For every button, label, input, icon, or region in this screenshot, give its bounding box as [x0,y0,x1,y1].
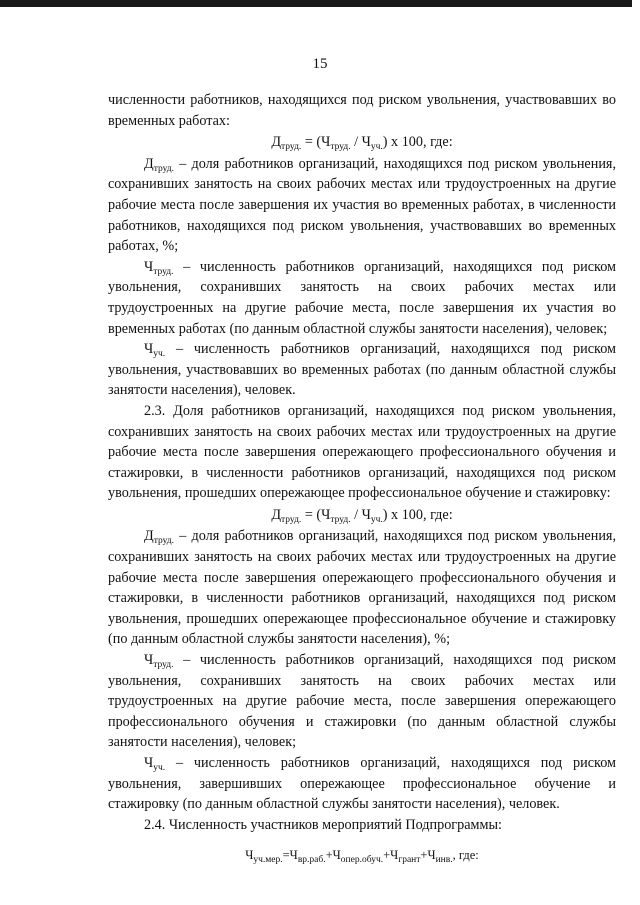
section-2-4-paragraph: 2.4. Численность участников мероприятий Подпрограммы: [144,816,502,833]
formula-2: $Д_{труд.} = (Ч_{труд.} / Ч_{уч.})$ х 100, где: [271,506,453,525]
intro-paragraph: численности работников, находящихся под риском увольнения, участвовавших во временных работах: [108,92,616,129]
formula-1: $Д_{труд.} = (Ч_{труд.} / Ч_{уч.})$ х 100, где: [271,134,453,153]
definition-d-trud-2: $Д_{труд.}$ – доля работников организаций, находящихся под риском увольнения, сохранивших занятость на своих рабочих местах или трудоустроенных на другие рабочие места после завершения опережающего профессионального обучения и стажировки, в численности работников организаций, находящихся под риском увольнения, прошедших опережающее профессиональное обучение и стажировку (по данным областной службы занятости населения), %; [108,528,616,648]
top-border-rule [0,0,632,7]
formula-3: $Ч_{уч.мер.}=Ч_{вр.раб.}+Ч_{опер.обуч.}+Ч_{грант}+Ч_{инв.}$, где: [245,848,479,866]
page-number: 15 [312,56,328,72]
definition-ch-trud-1: $Ч_{труд.}$ – численность работников организаций, находящихся под риском увольнения, сохранивших занятость на своих рабочих местах или трудоустроенных на другие рабочие места, после завершения их участия во временных работах (по данным областной службы занятости населения), человек; [108,258,616,337]
section-2-3-paragraph: 2.3. Доля работников организаций, находящихся под риском увольнения, сохранивших занятость на своих рабочих местах или трудоустроенных на другие рабочие места после завершения опережающего профессионального обучения и стажировки, в численности работников организаций, находящихся под риском увольнения, прошедших опережающее профессиональное обучение и стажировку: [108,402,616,502]
definition-ch-uch-1: $Ч_{уч.}$ – численность работников организаций, находящихся под риском увольнения, участвовавших во временных работах (по данным областной службы занятости населения), человек. [108,341,616,399]
definition-ch-trud-2: $Ч_{труд.}$ – численность работников организаций, находящихся под риском увольнения, сохранивших занятость на своих рабочих местах или трудоустроенных на другие рабочие места, после завершения опережающего профессионального обучения и стажировки (по данным областной службы занятости населения), человек; [108,652,616,751]
definition-d-trud-1: $Д_{труд.}$ – доля работников организаций, находящихся под риском увольнения, сохранивших занятость на своих рабочих местах или трудоустроенных на другие рабочие места после завершения их участия во временных работах, в численности работников, находящихся под риском увольнения, участвовавших во временных работах, %; [108,155,616,255]
document-body [108,90,616,867]
definition-ch-uch-2: $Ч_{уч.}$ – численность работников организаций, находящихся под риском увольнения, завершивших опережающее профессиональное обучение и стажировку (по данным областной службы занятости населения), человек. [108,755,616,813]
